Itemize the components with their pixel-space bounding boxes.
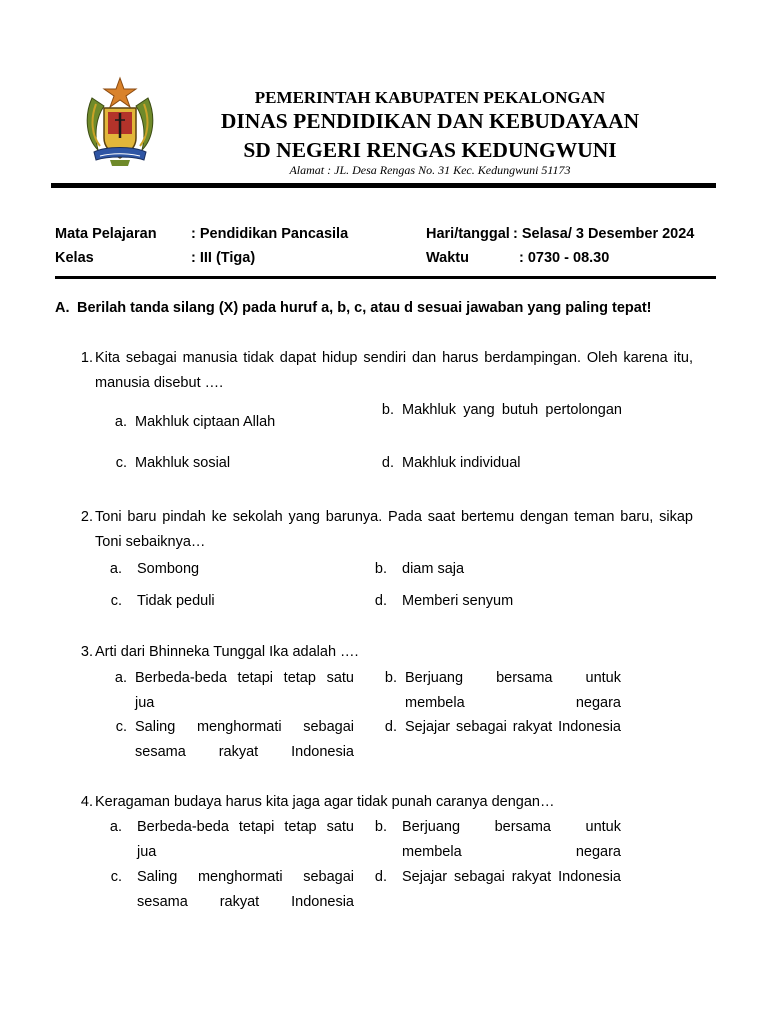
regency-emblem-icon <box>84 76 156 168</box>
option-label: b. <box>374 819 387 835</box>
section-a-text: Berilah tanda silang (X) pada huruf a, b, c, atau d sesuai jawaban yang paling tepat! <box>77 300 652 316</box>
option-label: d. <box>374 593 387 609</box>
kop-government-line: PEMERINTAH KABUPATEN PEKALONGAN <box>254 88 606 107</box>
option-text: Saling menghormati sebagai sesama rakyat Indonesia <box>135 719 354 760</box>
question-number: 4. <box>80 794 93 810</box>
time-value: : 0730 - 08.30 <box>519 250 610 266</box>
subject-value: : Pendidikan Pancasila <box>191 226 349 242</box>
option-text: Berjuang bersama untuk membela negara <box>405 670 621 711</box>
section-a-number: A. <box>55 300 70 316</box>
question-text: Toni baru pindah ke sekolah yang barunya. Pada saat bertemu dengan teman baru, sikap Toni sebaiknya… <box>95 509 693 550</box>
option-text: Makhluk individual <box>402 455 521 471</box>
kop-address: Alamat : JL. Desa Rengas No. 31 Kec. Kedungwuni 51173 <box>289 163 571 177</box>
option-label: c. <box>115 455 127 471</box>
option-label: d. <box>384 719 397 735</box>
option-text: Makhluk sosial <box>135 455 231 471</box>
option-label: d. <box>374 869 387 885</box>
date-label: Hari/tanggal <box>426 226 510 242</box>
option-label: b. <box>381 402 394 418</box>
option-text: Makhluk ciptaan Allah <box>135 414 276 430</box>
option-text: Sombong <box>137 561 200 577</box>
option-text: Berbeda-beda tetapi tetap satu jua <box>137 819 354 860</box>
date-value: : Selasa/ 3 Desember 2024 <box>513 226 695 242</box>
option-text: Tidak peduli <box>137 593 215 609</box>
letterhead <box>0 0 768 190</box>
option-label: b. <box>374 561 387 577</box>
question-text: Keragaman budaya harus kita jaga agar tidak punah caranya dengan… <box>95 794 555 810</box>
kop-school-line: SD NEGERI RENGAS KEDUNGWUNI <box>243 138 617 162</box>
kop-agency-line: DINAS PENDIDIKAN DAN KEBUDAYAAN <box>220 109 640 133</box>
letterhead-divider <box>51 183 716 188</box>
option-text: Makhluk yang butuh pertolongan <box>402 402 622 418</box>
option-label: d. <box>381 455 394 471</box>
option-text: diam saja <box>402 561 465 577</box>
option-label: c. <box>110 593 122 609</box>
info-divider <box>55 276 716 279</box>
option-text: Saling menghormati sebagai sesama rakyat Indonesia <box>137 869 354 910</box>
option-text: Sejajar sebagai rakyat Indonesia <box>405 719 621 735</box>
option-label: c. <box>115 719 127 735</box>
option-label: a. <box>114 414 127 430</box>
question-text: Arti dari Bhinneka Tunggal Ika adalah …. <box>95 644 359 660</box>
time-label: Waktu <box>426 250 469 266</box>
class-label: Kelas <box>55 250 94 266</box>
question-number: 3. <box>80 644 93 660</box>
question-number: 2. <box>80 509 93 525</box>
option-text: Memberi senyum <box>402 593 514 609</box>
subject-label: Mata Pelajaran <box>55 226 157 242</box>
option-text: Sejajar sebagai rakyat Indonesia <box>402 869 621 885</box>
option-label: a. <box>109 561 122 577</box>
section-a-instruction <box>55 300 651 316</box>
class-value: : III (Tiga) <box>191 250 256 266</box>
question-text: Kita sebagai manusia tidak dapat hidup sendiri dan harus berdampingan. Oleh karena itu, manusia disebut …. <box>95 350 693 391</box>
option-label: b. <box>384 670 397 686</box>
option-text: Berbeda-beda tetapi tetap satu jua <box>135 670 354 711</box>
option-label: c. <box>110 869 122 885</box>
option-text: Berjuang bersama untuk membela negara <box>402 819 621 860</box>
option-label: a. <box>109 819 122 835</box>
question-number: 1. <box>80 350 93 366</box>
option-label: a. <box>114 670 127 686</box>
